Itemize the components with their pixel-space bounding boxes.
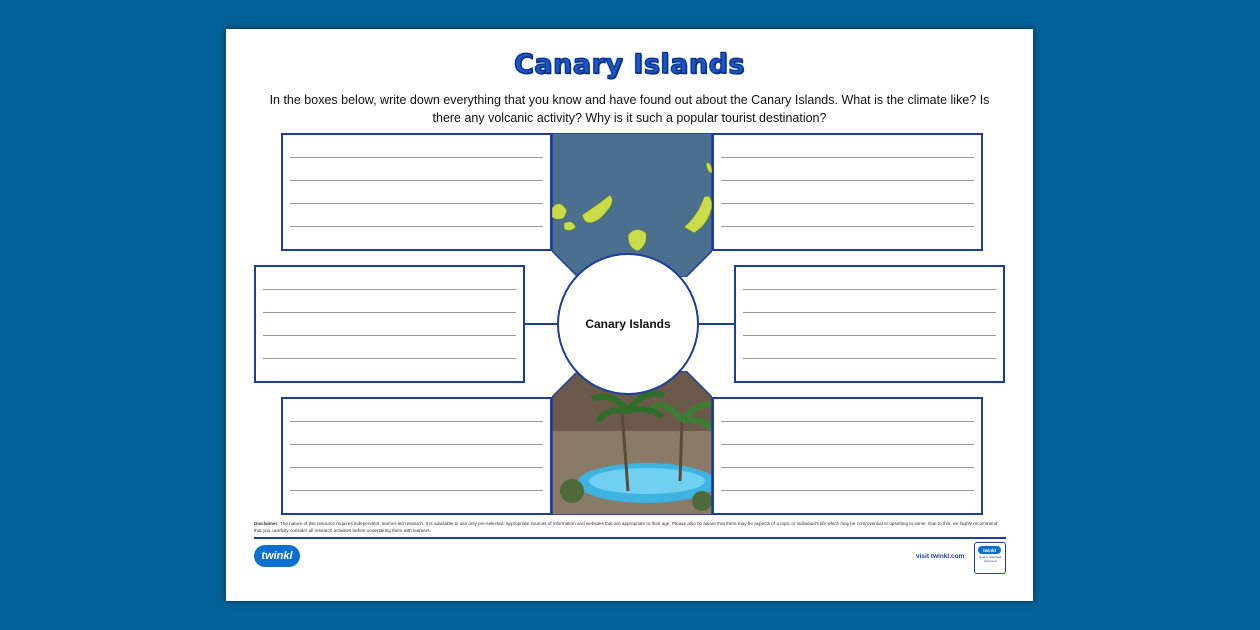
writing-line xyxy=(290,203,543,204)
center-topic-label: Canary Islands xyxy=(585,317,671,331)
writing-line xyxy=(743,335,996,336)
writing-line xyxy=(290,444,543,445)
writing-line xyxy=(290,421,543,422)
writing-line xyxy=(721,180,974,181)
writing-line xyxy=(263,289,516,290)
writing-line xyxy=(290,226,543,227)
writing-box-bottom-right[interactable] xyxy=(712,397,983,515)
writing-box-middle-right[interactable] xyxy=(734,265,1005,383)
quality-badge-icon xyxy=(974,542,1006,574)
writing-line xyxy=(721,467,974,468)
writing-line xyxy=(721,203,974,204)
writing-line xyxy=(721,226,974,227)
worksheet-page xyxy=(226,29,1033,601)
writing-line xyxy=(290,467,543,468)
twinkl-logo: twinkl xyxy=(254,545,300,567)
writing-box-top-left[interactable] xyxy=(281,133,552,251)
writing-line xyxy=(743,312,996,313)
writing-line xyxy=(290,157,543,158)
writing-line xyxy=(721,490,974,491)
writing-line xyxy=(721,157,974,158)
writing-line xyxy=(263,312,516,313)
writing-line xyxy=(743,358,996,359)
writing-line xyxy=(721,444,974,445)
badge-logo: twinkl xyxy=(978,546,1001,554)
disclaimer xyxy=(254,520,1006,534)
writing-line xyxy=(290,490,543,491)
disclaimer-text: The nature of this resource requires independent, learner-led research. It is advisable to use only pre-selected, appropriate sources of information and websites that are appropriate to their age. Please also be aware that there may be aspects of a topic or individual's life which may be controversial or upsetting to some. Due to this, we highly recommend that you carefully consider all research activities before undertaking them with learners. xyxy=(254,521,998,533)
writing-line xyxy=(263,335,516,336)
footer-divider xyxy=(254,537,1006,539)
center-topic-circle xyxy=(557,253,699,395)
writing-line xyxy=(290,180,543,181)
connector-right xyxy=(699,323,734,325)
writing-line xyxy=(721,421,974,422)
worksheet-instructions: In the boxes below, write down everything that you know and have found out about the Canary Islands. What is the climate like? Is there any volcanic activity? Why is it such a popular tourist destination? xyxy=(269,93,990,125)
worksheet-title: Canary Islands xyxy=(513,49,745,80)
badge-text: Quality Standard Approved xyxy=(978,555,1002,563)
visit-twinkl-link[interactable]: visit twinkl.com xyxy=(916,553,965,560)
writing-box-middle-left[interactable] xyxy=(254,265,525,383)
writing-line xyxy=(743,289,996,290)
writing-box-bottom-left[interactable] xyxy=(281,397,552,515)
writing-line xyxy=(263,358,516,359)
writing-box-top-right[interactable] xyxy=(712,133,983,251)
connector-left xyxy=(525,323,557,325)
disclaimer-label: Disclaimer: xyxy=(254,521,279,526)
